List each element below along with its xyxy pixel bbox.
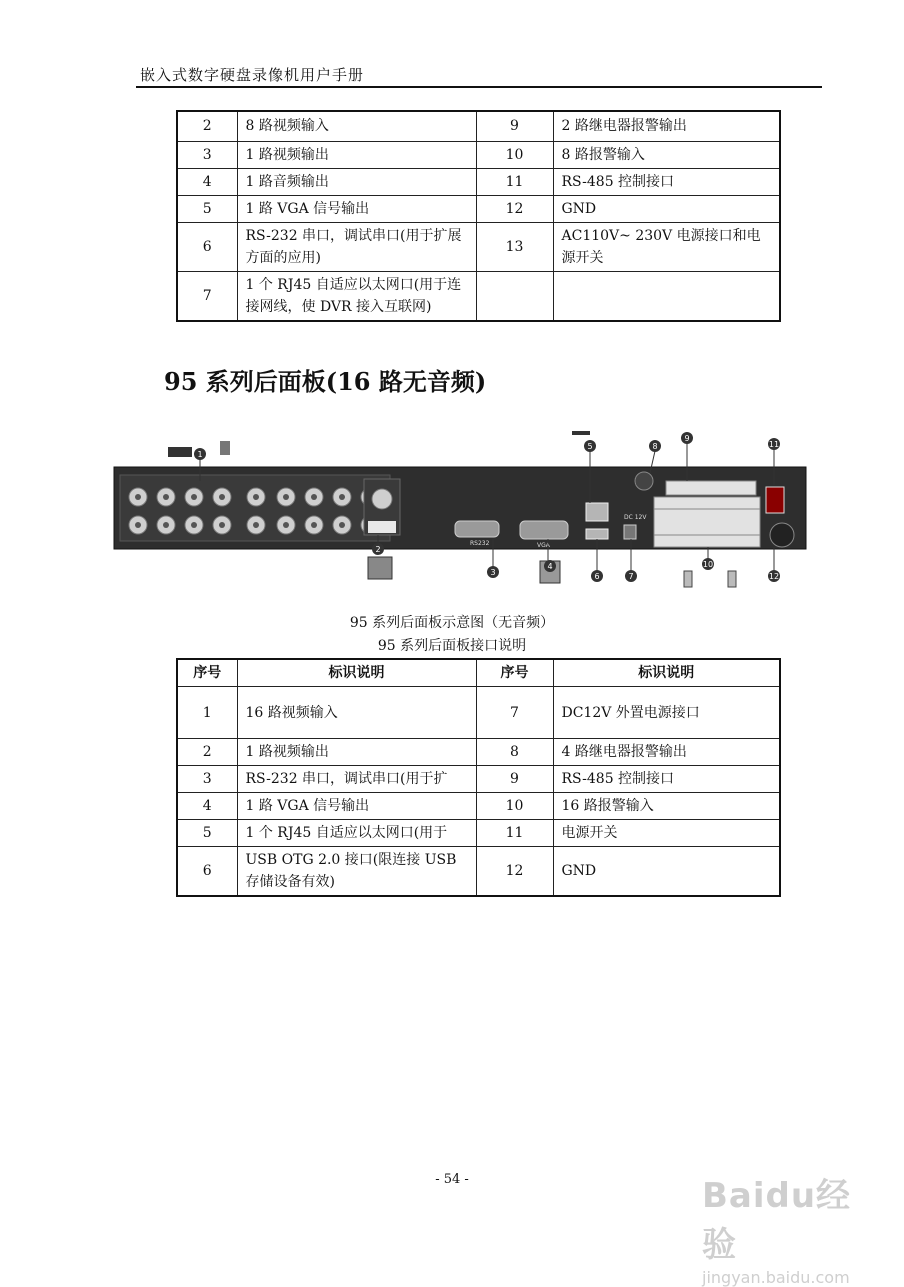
page-number: - 54 -	[435, 1172, 469, 1187]
column-header: 标识说明	[553, 659, 780, 687]
callout-8	[649, 440, 661, 452]
row-number: 9	[476, 111, 553, 141]
rj45-port	[586, 503, 608, 521]
row-number: 10	[476, 141, 553, 168]
row-number: 5	[177, 195, 237, 222]
row-description: 8 路视频输入	[237, 111, 476, 141]
row-number: 7	[476, 687, 553, 739]
baidu-watermark	[702, 1168, 852, 1287]
row-description: RS-485 控制接口	[553, 168, 780, 195]
dc12v-jack	[624, 525, 636, 539]
column-header: 序号	[476, 659, 553, 687]
row-description: RS-232 串口，调试串口(用于扩展方面的应用)	[237, 222, 476, 271]
rs232-label: RS232	[470, 540, 490, 547]
row-number: 10	[476, 793, 553, 820]
svg-text:7: 7	[628, 572, 634, 581]
row-description: GND	[553, 847, 780, 897]
row-number: 4	[177, 168, 237, 195]
row-number: 8	[476, 739, 553, 766]
section-heading: 95 系列后面板(16 路无音频)	[164, 367, 487, 396]
callout-5	[584, 440, 596, 452]
row-number: 12	[476, 847, 553, 897]
row-number: 3	[177, 766, 237, 793]
table-row	[177, 739, 780, 766]
row-description: 1 路 VGA 信号输出	[237, 793, 476, 820]
svg-text:8: 8	[652, 442, 658, 451]
callout-12	[768, 570, 780, 582]
row-number: 6	[177, 222, 237, 271]
power-switch	[766, 487, 784, 513]
usb-port	[586, 529, 608, 539]
row-description: 1 路 VGA 信号输出	[237, 195, 476, 222]
watermark-brand: Baidu经验	[702, 1176, 852, 1265]
dc12v-label: DC 12V	[624, 514, 647, 521]
row-description: GND	[553, 195, 780, 222]
table-row	[177, 820, 780, 847]
svg-text:2: 2	[375, 545, 381, 554]
svg-text:1: 1	[197, 450, 203, 459]
top-interface-table	[176, 110, 781, 322]
interface-description-table	[176, 658, 781, 897]
table-row	[177, 793, 780, 820]
row-number: 2	[177, 111, 237, 141]
figure-caption: 95 系列后面板示意图（无音频）	[349, 615, 555, 631]
callout-4	[544, 560, 556, 572]
callout-10	[702, 558, 714, 570]
header-divider	[136, 86, 822, 88]
row-description: 4 路继电器报警输出	[553, 739, 780, 766]
row-description: 16 路报警输入	[553, 793, 780, 820]
callout-3	[487, 566, 499, 578]
column-header: 标识说明	[237, 659, 476, 687]
table-row	[177, 766, 780, 793]
table-row	[177, 271, 780, 321]
alarm-terminal-block	[654, 497, 760, 547]
svg-text:10: 10	[702, 560, 714, 569]
document-header-title: 嵌入式数字硬盘录像机用户手册	[140, 66, 365, 84]
table-caption: 95 系列后面板接口说明	[377, 638, 527, 654]
table-row	[177, 195, 780, 222]
row-description: DC12V 外置电源接口	[553, 687, 780, 739]
row-number: 3	[177, 141, 237, 168]
row-description: RS-232 串口，调试串口(用于扩	[237, 766, 476, 793]
svg-text:12: 12	[768, 572, 780, 581]
callout-11	[768, 438, 780, 450]
watermark-url: jingyan.baidu.com	[702, 1268, 850, 1287]
row-number: 12	[476, 195, 553, 222]
row-description: 电源开关	[553, 820, 780, 847]
row-description: 1 个 RJ45 自适应以太网口(用于	[237, 820, 476, 847]
row-number: 4	[177, 793, 237, 820]
row-number: 11	[476, 820, 553, 847]
table-row	[177, 222, 780, 271]
video-out-connector	[372, 489, 392, 509]
callout-6	[591, 570, 603, 582]
row-number	[476, 271, 553, 321]
row-description: 1 路视频输出	[237, 739, 476, 766]
row-number: 11	[476, 168, 553, 195]
row-number: 7	[177, 271, 237, 321]
table-row	[177, 168, 780, 195]
svg-text:4: 4	[547, 562, 553, 571]
vga-label: VGA	[537, 542, 550, 549]
row-description: 1 路视频输出	[237, 141, 476, 168]
callout-7	[625, 570, 637, 582]
power-inlet	[770, 523, 794, 547]
row-description: 8 路报警输入	[553, 141, 780, 168]
row-description: 1 个 RJ45 自适应以太网口(用于连接网线，使 DVR 接入互联网)	[237, 271, 476, 321]
row-description: 1 路音频输出	[237, 168, 476, 195]
table-row	[177, 847, 780, 897]
vga-port	[520, 521, 568, 539]
svg-text:9: 9	[684, 434, 690, 443]
rs232-port	[455, 521, 499, 537]
table-row	[177, 111, 780, 141]
row-description	[553, 271, 780, 321]
row-number: 5	[177, 820, 237, 847]
row-description: RS-485 控制接口	[553, 766, 780, 793]
svg-text:3: 3	[490, 568, 496, 577]
table-row	[177, 141, 780, 168]
row-number: 13	[476, 222, 553, 271]
row-number: 6	[177, 847, 237, 897]
row-number: 9	[476, 766, 553, 793]
svg-text:11: 11	[768, 440, 780, 449]
row-description: 2 路继电器报警输出	[553, 111, 780, 141]
table-header-row	[177, 659, 780, 687]
row-description: 16 路视频输入	[237, 687, 476, 739]
table-row	[177, 687, 780, 739]
column-header: 序号	[177, 659, 237, 687]
svg-text:5: 5	[587, 442, 593, 451]
svg-text:6: 6	[594, 572, 600, 581]
callout-1	[194, 448, 206, 460]
row-number: 2	[177, 739, 237, 766]
row-description: USB OTG 2.0 接口(限连接 USB 存储设备有效)	[237, 847, 476, 897]
callout-2	[372, 543, 384, 555]
row-number: 1	[177, 687, 237, 739]
row-description: AC110V~ 230V 电源接口和电源开关	[553, 222, 780, 271]
callout-9	[681, 432, 693, 444]
rear-panel-diagram	[110, 425, 810, 605]
